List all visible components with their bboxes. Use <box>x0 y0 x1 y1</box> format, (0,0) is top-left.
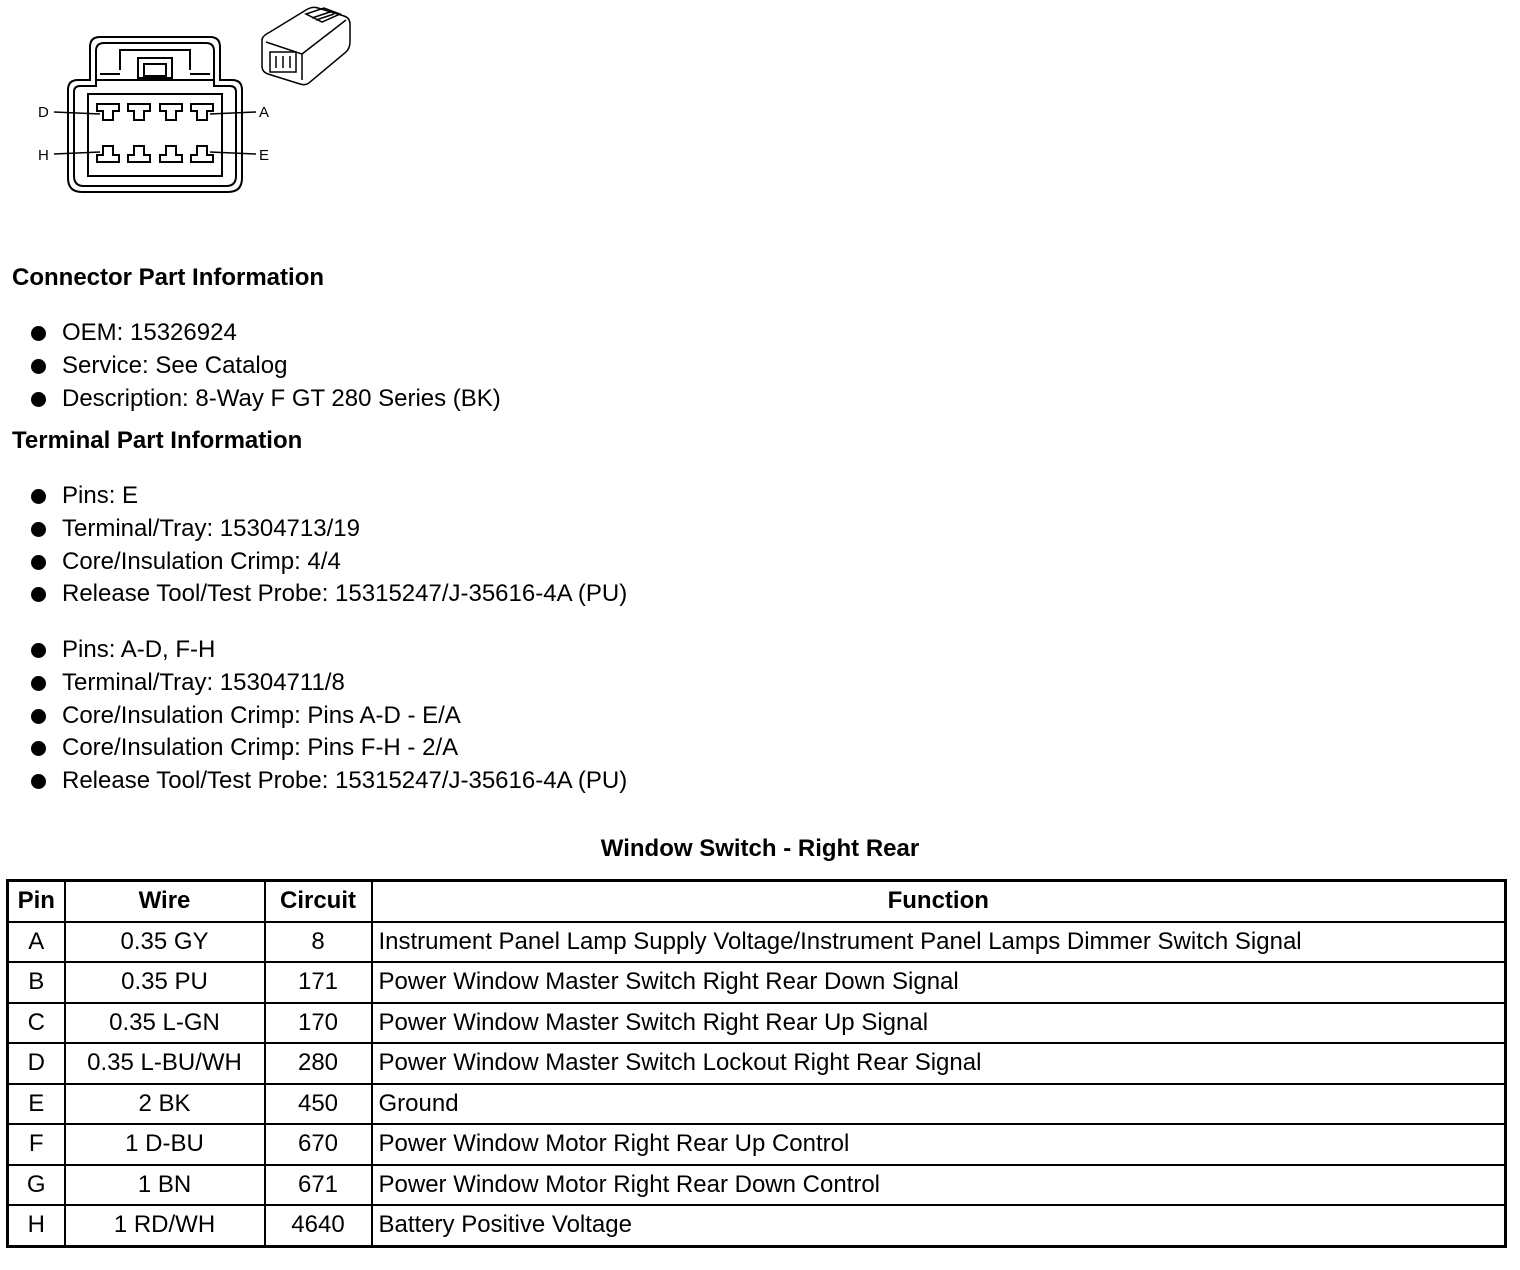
list-item: Service: See Catalog <box>28 350 501 383</box>
table-row <box>8 1003 1506 1044</box>
pinout-table <box>6 879 1507 1248</box>
table-row <box>8 1084 1506 1125</box>
table-row <box>8 1043 1506 1084</box>
terminal-info-list-group-1 <box>28 480 627 611</box>
cell-function: Power Window Master Switch Right Rear Down Signal <box>372 962 1506 1003</box>
cell-pin: H <box>8 1205 65 1246</box>
column-header-wire: Wire <box>65 881 265 922</box>
cell-wire: 0.35 GY <box>65 922 265 963</box>
list-item: Terminal/Tray: 15304711/8 <box>28 667 627 700</box>
cell-circuit: 170 <box>265 1003 372 1044</box>
connector-diagram <box>0 0 380 210</box>
column-header-circuit: Circuit <box>265 881 372 922</box>
cell-circuit: 671 <box>265 1165 372 1206</box>
cell-pin: C <box>8 1003 65 1044</box>
cell-wire: 1 RD/WH <box>65 1205 265 1246</box>
pin-leader-lines <box>54 112 256 154</box>
list-item: Pins: A-D, F-H <box>28 634 627 667</box>
cell-pin: E <box>8 1084 65 1125</box>
cell-circuit: 171 <box>265 962 372 1003</box>
table-row <box>8 1165 1506 1206</box>
cell-wire: 0.35 PU <box>65 962 265 1003</box>
pin-label-h: H <box>38 147 49 164</box>
cell-function: Power Window Master Switch Lockout Right Rear Signal <box>372 1043 1506 1084</box>
cell-wire: 1 D-BU <box>65 1124 265 1165</box>
connector-thumbnail <box>262 7 350 84</box>
cell-wire: 0.35 L-BU/WH <box>65 1043 265 1084</box>
list-item: Description: 8-Way F GT 280 Series (BK) <box>28 383 501 416</box>
cell-function: Ground <box>372 1084 1506 1125</box>
pin-label-a: A <box>259 104 270 121</box>
cell-pin: F <box>8 1124 65 1165</box>
cell-function: Power Window Motor Right Rear Down Control <box>372 1165 1506 1206</box>
pin-label-e: E <box>259 147 270 164</box>
column-header-pin: Pin <box>8 881 65 922</box>
terminal-info-heading: Terminal Part Information <box>12 427 303 454</box>
list-item: Core/Insulation Crimp: 4/4 <box>28 546 627 579</box>
cell-pin: B <box>8 962 65 1003</box>
cell-pin: D <box>8 1043 65 1084</box>
table-title: Window Switch - Right Rear <box>600 835 920 862</box>
list-item: Release Tool/Test Probe: 15315247/J-35616-4A (PU) <box>28 765 627 798</box>
cavity-bottom-row <box>97 146 213 162</box>
list-item: Pins: E <box>28 480 627 513</box>
cell-wire: 0.35 L-GN <box>65 1003 265 1044</box>
list-item: Release Tool/Test Probe: 15315247/J-35616-4A (PU) <box>28 578 627 611</box>
cell-circuit: 670 <box>265 1124 372 1165</box>
connector-face-outline <box>68 37 242 192</box>
list-item: Terminal/Tray: 15304713/19 <box>28 513 627 546</box>
cell-function: Instrument Panel Lamp Supply Voltage/Instrument Panel Lamps Dimmer Switch Signal <box>372 922 1506 963</box>
table-row <box>8 922 1506 963</box>
table-row <box>8 1124 1506 1165</box>
list-item: Core/Insulation Crimp: Pins F-H - 2/A <box>28 732 627 765</box>
cell-function: Battery Positive Voltage <box>372 1205 1506 1246</box>
terminal-info-list-group-2 <box>28 634 627 798</box>
cell-pin: A <box>8 922 65 963</box>
cell-wire: 2 BK <box>65 1084 265 1125</box>
table-row <box>8 1205 1506 1246</box>
connector-info-heading: Connector Part Information <box>12 264 325 291</box>
cell-function: Power Window Master Switch Right Rear Up Signal <box>372 1003 1506 1044</box>
pin-label-d: D <box>38 104 49 121</box>
table-header-row <box>8 881 1506 922</box>
cell-circuit: 8 <box>265 922 372 963</box>
connector-info-list <box>28 317 501 415</box>
cell-wire: 1 BN <box>65 1165 265 1206</box>
table-row <box>8 962 1506 1003</box>
list-item: OEM: 15326924 <box>28 317 501 350</box>
cell-circuit: 450 <box>265 1084 372 1125</box>
list-item: Core/Insulation Crimp: Pins A-D - E/A <box>28 700 627 733</box>
cell-function: Power Window Motor Right Rear Up Control <box>372 1124 1506 1165</box>
cell-circuit: 280 <box>265 1043 372 1084</box>
cell-pin: G <box>8 1165 65 1206</box>
column-header-function: Function <box>372 881 1506 922</box>
cell-circuit: 4640 <box>265 1205 372 1246</box>
cavity-top-row <box>97 104 213 120</box>
